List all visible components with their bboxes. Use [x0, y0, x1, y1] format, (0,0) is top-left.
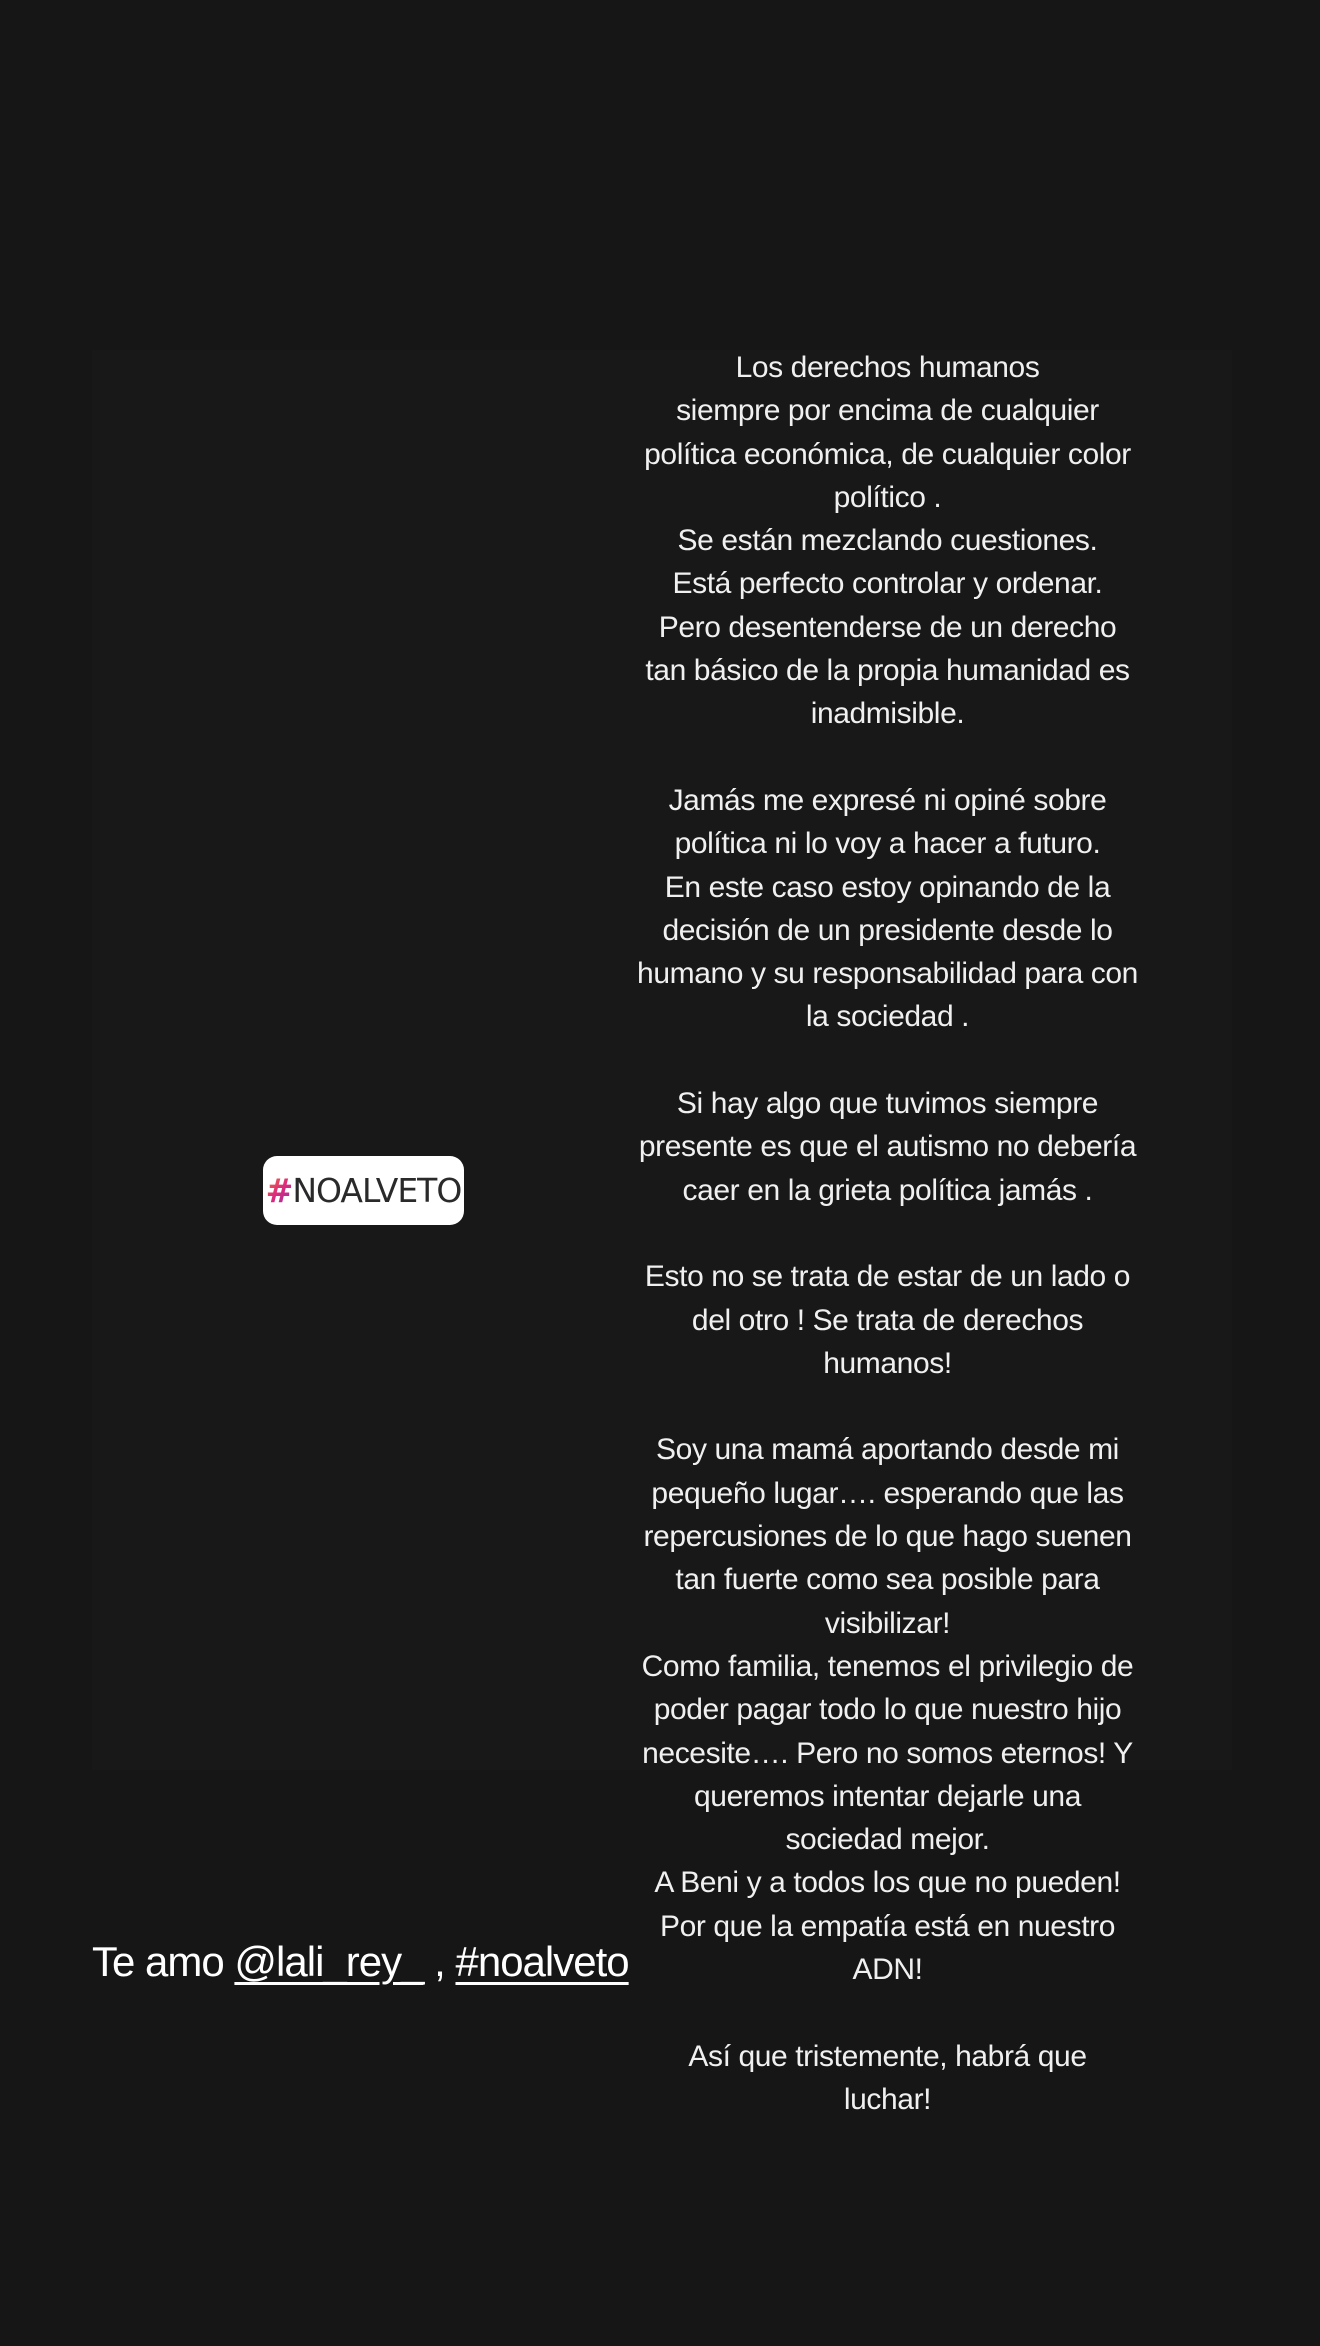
statement-line: ADN! — [852, 1952, 923, 1986]
statement-line: político . — [833, 480, 942, 514]
statement-line: A Beni y a todos los que no pueden! — [654, 1866, 1121, 1900]
statement-blank-line — [635, 1991, 1140, 2034]
statement-line: caer en la grieta política jamás . — [682, 1173, 1093, 1207]
statement-line: En este caso estoy opinando de la — [664, 870, 1111, 904]
statement-line: humano y su responsabilidad para con — [637, 957, 1138, 991]
statement-line: del otro ! Se trata de derechos — [691, 1303, 1084, 1337]
statement-line: Los derechos humanos — [735, 351, 1040, 384]
statement-line: política ni lo voy a hacer a futuro. — [674, 827, 1101, 861]
statement-line: repercusiones de lo que hago suenen — [643, 1520, 1132, 1554]
mention-link[interactable]: @lali_rey_ — [234, 1938, 424, 1985]
story-caption — [92, 1938, 629, 1986]
statement-line: Soy una mamá aportando desde mi — [656, 1433, 1119, 1467]
statement-line: Por que la empatía está en nuestro — [659, 1909, 1116, 1943]
statement-line: necesite…. Pero no somos eternos! Y — [642, 1736, 1133, 1770]
statement-line: Así que tristemente, habrá que — [688, 2039, 1087, 2073]
statement-line: poder pagar todo lo que nuestro hijo — [653, 1693, 1122, 1727]
statement-blank-line — [635, 1385, 1140, 1428]
statement-line: siempre por encima de cualquier — [676, 394, 1099, 428]
statement-line: Como familia, tenemos el privilegio de — [641, 1649, 1134, 1683]
statement-line: Está perfecto controlar y ordenar. — [672, 567, 1103, 601]
statement-line: política económica, de cualquier color — [644, 437, 1131, 471]
statement-blank-line — [635, 736, 1140, 779]
statement-line: Pero desentenderse de un derecho — [658, 610, 1117, 644]
statement-line: tan básico de la propia humanidad es — [645, 654, 1130, 688]
statement-line: Si hay algo que tuvimos siempre — [676, 1087, 1099, 1121]
statement-line: presente es que el autismo no debería — [638, 1130, 1137, 1164]
hashtag-sticker[interactable] — [263, 1156, 464, 1225]
statement-line: decisión de un presidente desde lo — [662, 913, 1113, 947]
statement-line: luchar! — [843, 2082, 932, 2116]
statement-line: tan fuerte como sea posible para — [675, 1563, 1100, 1597]
statement-line: queremos intentar dejarle una — [694, 1779, 1081, 1813]
caption-separator: , — [423, 1938, 456, 1985]
statement-line: visibilizar! — [824, 1606, 951, 1640]
caption-prefix: Te amo — [92, 1938, 235, 1985]
statement-text — [635, 346, 1140, 2121]
hashtag-icon: # — [265, 1171, 293, 1210]
statement-line: sociedad mejor. — [785, 1823, 990, 1857]
statement-line: pequeño lugar…. esperando que las — [651, 1476, 1124, 1510]
statement-line: Se están mezclando cuestiones. — [677, 524, 1098, 558]
statement-line: inadmisible. — [810, 697, 965, 731]
statement-blank-line — [635, 1212, 1140, 1255]
statement-line: la sociedad . — [805, 1000, 970, 1034]
statement-line: Jamás me expresé ni opiné sobre — [668, 783, 1107, 817]
hashtag-link[interactable]: #noalveto — [455, 1938, 629, 1985]
hashtag-sticker-label: NOALVETO — [292, 1171, 462, 1210]
statement-line: Esto no se trata de estar de un lado o — [644, 1260, 1131, 1294]
statement-line: humanos! — [823, 1346, 952, 1380]
statement-blank-line — [635, 1039, 1140, 1082]
